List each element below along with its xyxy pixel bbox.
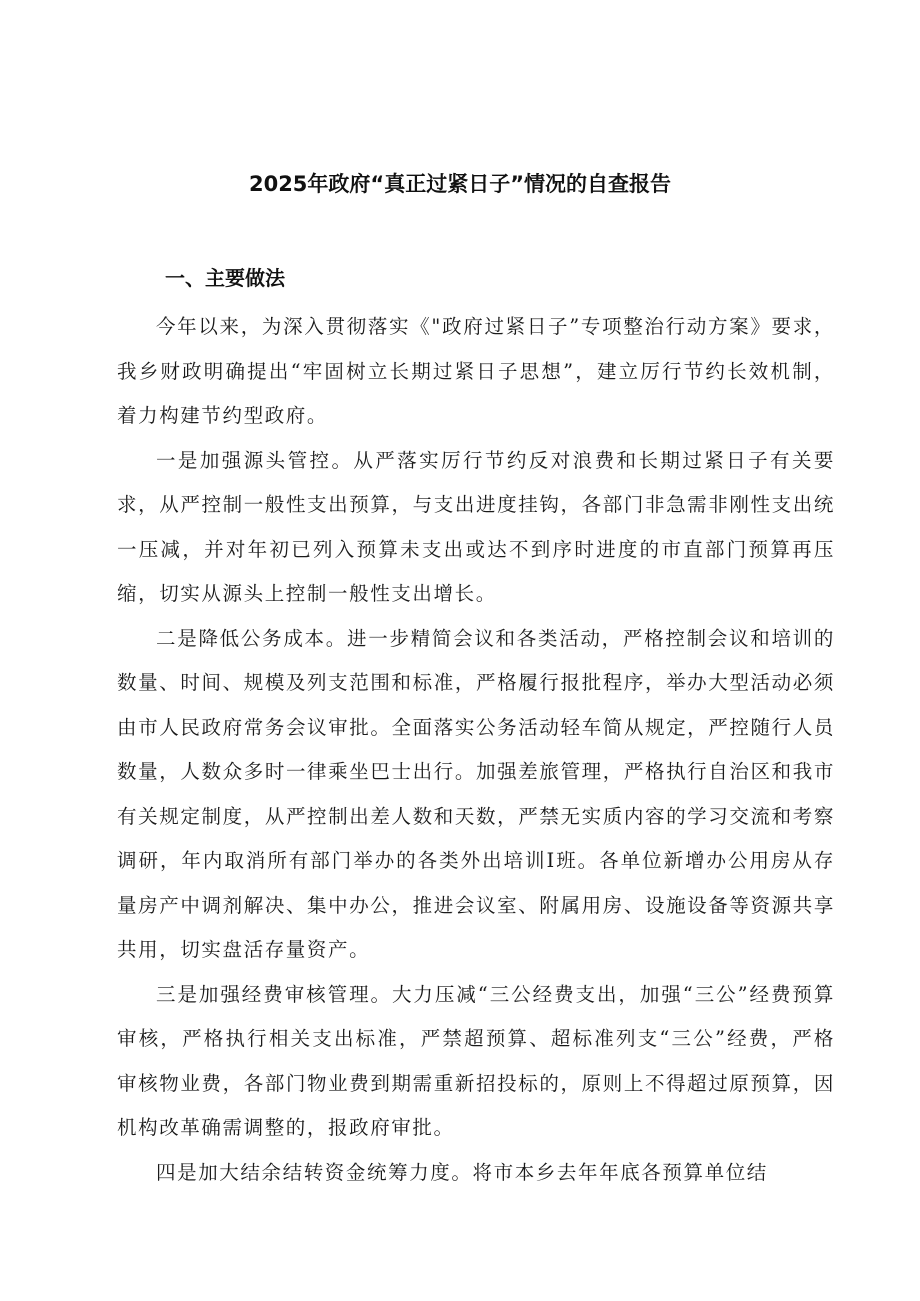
document-body — [117, 305, 835, 1195]
section-heading: 一、主要做法 — [165, 266, 285, 290]
paragraph-balance-funds: 四是加大结余结转资金统筹力度。将市本乡去年年底各预算单位结 — [156, 1160, 768, 1184]
paragraph-reduce-costs: 二是降低公务成本。进一步精简会议和各类活动，严格控制会议和培训的数量、时间、规模及列支范围和标准，严格履行报批程序，举办大型活动必须由市人民政府常务会议审批。全面落实公务活动轻车简从规定，严控随行人员数量，人数众多时一律乘坐巴士出行。加强差旅管理，严格执行自治区和我市有关规定制度，从严控制出差人数和天数，严禁无实质内容的学习交流和考察调研，年内取消所有部门举办的各类外出培训I班。各单位新增办公用房从存量房产中调剂解决、集中办公，推进会议室、附属用房、设施设备等资源共享共用，切实盘活存量资产。 — [117, 626, 835, 961]
paragraph-expense-review: 三是加强经费审核管理。大力压减“三公经费支出，加强“三公”经费预算审核，严格执行相关支出标准，严禁超预算、超标准列支“三公”经费，严格审核物业费，各部门物业费到期需重新招投标的，原则上不得超过原预算，因机构改革确需调整的，报政府审批。 — [117, 982, 835, 1139]
document-title: 2025年政府“真正过紧日子”情况的自查报告 — [248, 172, 672, 196]
paragraph-source-control: 一是加强源头管控。从严落实厉行节约反对浪费和长期过紧日子有关要求，从严控制一般性支出预算，与支出进度挂钩，各部门非急需非刚性支出统一压减，并对年初已列入预算未支出或达不到序时进度的市直部门预算再压缩，切实从源头上控制一般性支出增长。 — [117, 448, 835, 605]
paragraph-intro: 今年以来，为深入贯彻落实《"政府过紧日子”专项整治行动方案》要求，我乡财政明确提出“牢固树立长期过紧日子思想”，建立厉行节约长效机制，着力构建节约型政府。 — [117, 315, 835, 427]
